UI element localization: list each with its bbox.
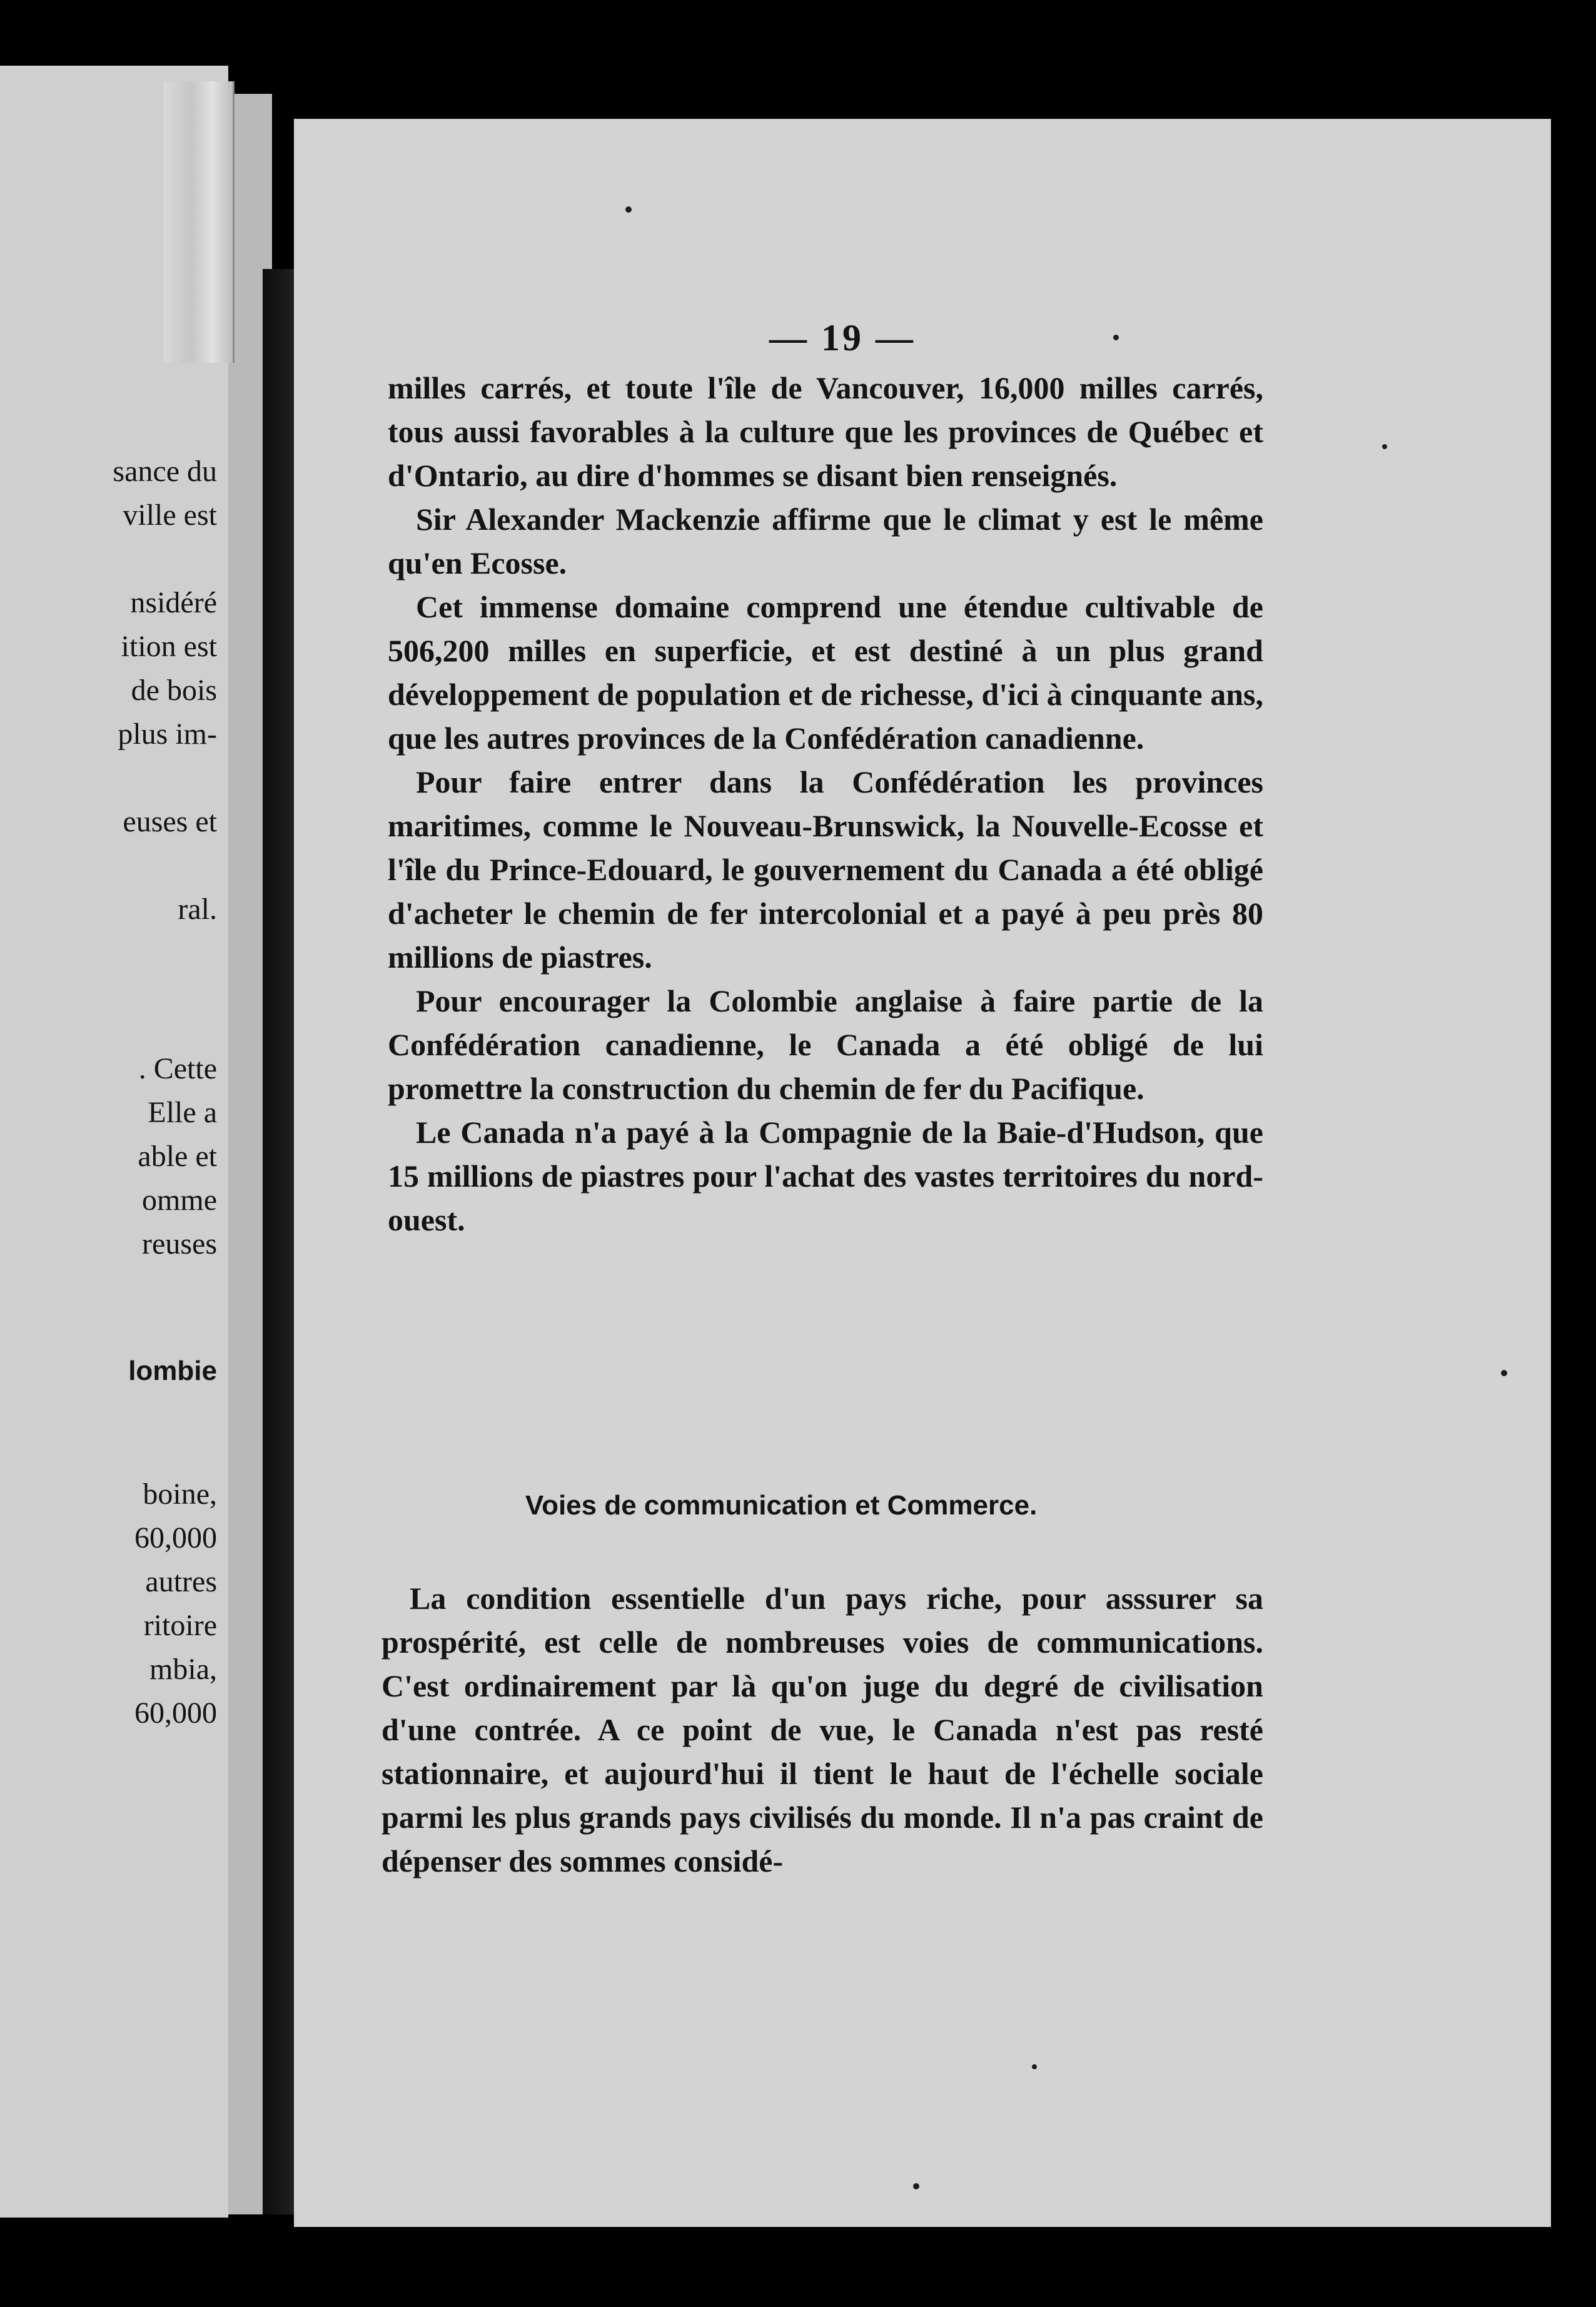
left-text-fragment: euses et xyxy=(123,805,217,838)
left-text-fragment: ritoire xyxy=(143,1609,217,1642)
paragraph: La condition essentielle d'un pays riche, pour asssurer sa prospérité, est celle de nombreuses voies de communications. C'est ordinairement par là qu'on juge du degré de civilisation d'une contrée. A ce point de vue, le Canada n'est pas resté stationnaire, et aujourd'hui il tient le haut de l'échelle sociale parmi les plus grands pays civilisés du monde. Il n'a pas craint de dépenser des sommes considé- xyxy=(381,1581,1263,1879)
scan-speck xyxy=(1382,444,1387,449)
left-text-fragment: autres xyxy=(145,1565,217,1598)
left-text-fragment: sance du xyxy=(113,455,217,488)
paragraph: milles carrés, et toute l'île de Vancouver, 16,000 milles carrés, tous aussi favorables à la culture que les provinces de Québec et d'Ontario, au dire d'hommes se disant bien renseignés. xyxy=(388,370,1263,493)
left-text-fragment: able et xyxy=(138,1140,217,1173)
scan-speck xyxy=(1113,335,1119,340)
left-text-fragment: ition est xyxy=(121,630,217,663)
left-text-fragment: ville est xyxy=(123,499,217,532)
left-text-fragment: 60,000 xyxy=(134,1696,217,1730)
right-page xyxy=(294,119,1551,2227)
left-text-fragment: Elle a xyxy=(148,1096,217,1129)
section-body-text xyxy=(381,1576,1263,1883)
section-heading: Voies de communication et Commerce. xyxy=(525,1490,1038,1521)
left-text-fragment: 60,000 xyxy=(134,1521,217,1554)
left-text-fragment: reuses xyxy=(142,1227,217,1260)
left-text-fragment: nsidéré xyxy=(130,586,217,619)
left-text-fragment: mbia, xyxy=(149,1653,217,1686)
torn-paper-fold xyxy=(164,81,235,363)
page-body-text xyxy=(388,366,1263,1242)
left-heading-fragment: lombie xyxy=(128,1356,217,1386)
left-text-fragment: plus im- xyxy=(118,717,217,751)
paragraph: Pour faire entrer dans la Confédération les provinces maritimes, comme le Nouveau-Brunswick, la Nouvelle-Ecosse et l'île du Prince-Edouard, le gouvernement du Canada a été obligé d'acheter le chemin de fer intercolonial et a payé à peu près 80 millions de piastres. xyxy=(388,764,1263,975)
scan-speck xyxy=(913,2183,919,2189)
left-text-fragment: ral. xyxy=(178,893,217,926)
left-page xyxy=(0,66,228,2218)
scan-speck xyxy=(1501,1370,1507,1376)
paragraph: Sir Alexander Mackenzie affirme que le climat y est le même qu'en Ecosse. xyxy=(388,502,1263,581)
scan-speck xyxy=(1032,2064,1037,2069)
left-text-fragment: boine, xyxy=(143,1478,217,1511)
paragraph: Pour encourager la Colombie anglaise à faire partie de la Confédération canadienne, le Canada a été obligé de lui promettre la construction du chemin de fer du Pacifique. xyxy=(388,983,1263,1106)
page-number: — 19 — xyxy=(769,317,916,358)
left-text-fragment: de bois xyxy=(131,674,217,707)
left-text-fragment: . Cette xyxy=(138,1052,217,1085)
scan-speck xyxy=(625,206,632,213)
paragraph: Le Canada n'a payé à la Compagnie de la Baie-d'Hudson, que 15 millions de piastres pour l'achat des vastes territoires du nord-ouest. xyxy=(388,1115,1263,1237)
left-text-fragment: omme xyxy=(142,1184,217,1217)
paragraph: Cet immense domaine comprend une étendue cultivable de 506,200 milles en superficie, et est destiné à un plus grand développement de population et de richesse, d'ici à cinquante ans, que les autres provinces de la Confédération canadienne. xyxy=(388,589,1263,756)
